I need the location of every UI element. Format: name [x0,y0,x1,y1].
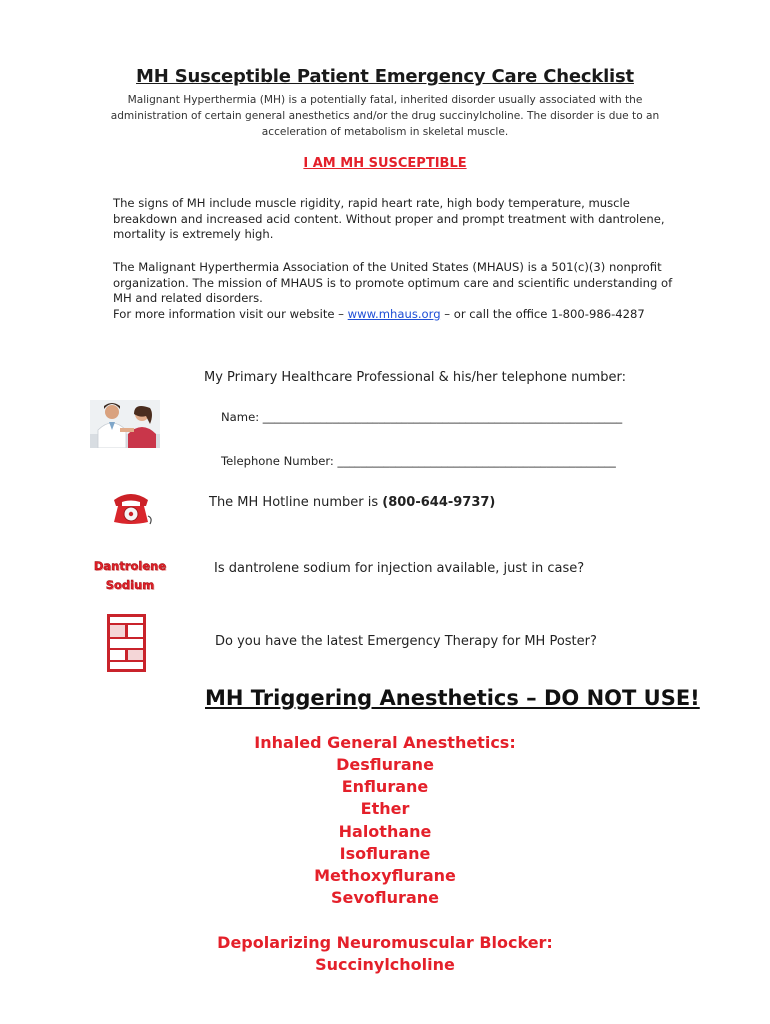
depolarizing-blocker-heading: Depolarizing Neuromuscular Blocker: [217,933,553,952]
dantrolene-logo-line1: Dantrolene [93,559,167,573]
poster-question: Do you have the latest Emergency Therapy for MH Poster? [215,634,597,649]
drug-item-methoxyflurane: Methoxyflurane [314,866,456,886]
mhaus-paragraph [113,260,673,322]
name-field[interactable]: Name: ______________________________________________________________ [221,410,623,424]
healthcare-professional-label: My Primary Healthcare Professional & his/her telephone number: [204,370,627,385]
doctor-patient-icon [90,400,160,448]
drug-item-enflurane: Enflurane [341,777,429,797]
hotline-number: (800-644-9737) [382,495,496,510]
intro-text: Malignant Hyperthermia (MH) is a potentially fatal, inherited disorder usually associated with the administration of certain general anesthetics and/or the drug succinylcholine. The disorder is due to an acceleration of metabolism in skeletal muscle. [110,94,660,138]
drug-item-halothane: Halothane [338,821,432,841]
more-info-suffix: – or call the office 1-800-986-4287 [440,306,645,321]
drug-item-sevoflurane: Sevoflurane [331,888,439,908]
drug-item-ether: Ether [360,799,410,819]
mhaus-description: The Malignant Hyperthermia Association of the United States (MHAUS) is a 501(c)(3) nonprofit organization. The mission of MHAUS is to promote optimum care and scientific understanding of MH and related disorders. [113,260,673,305]
drug-item-desflurane: Desflurane [336,755,434,774]
page-title: MH Susceptible Patient Emergency Care Checklist [136,66,634,87]
dantrolene-question: Is dantrolene sodium for injection available, just in case? [214,561,585,576]
susceptible-banner: I AM MH SUSCEPTIBLE [303,156,467,171]
signs-paragraph: The signs of MH include muscle rigidity, rapid heart rate, high body temperature, muscle breakdown and increased acid content. Without proper and prompt treatment with dantrolene, mortality is extremely high. [113,196,665,241]
more-info-line [113,307,673,323]
inhaled-anesthetics-list [0,754,770,909]
hotline-question [209,495,495,510]
red-telephone-icon [110,486,152,528]
telephone-number-field[interactable]: Telephone Number: ________________________________________________ [221,454,616,468]
mh-poster-icon [107,614,146,672]
mhaus-website-link[interactable]: www.mhaus.org [347,306,441,321]
inhaled-anesthetics-heading: Inhaled General Anesthetics: [254,733,516,752]
more-info-prefix: For more information visit our website – [113,306,348,321]
drug-item-isoflurane: Isoflurane [339,843,431,863]
dantrolene-sodium-logo [90,557,170,595]
drug-item-succinylcholine: Succinylcholine [315,955,455,974]
hotline-label: The MH Hotline number is [209,495,383,510]
triggering-anesthetics-title: MH Triggering Anesthetics – DO NOT USE! [205,686,700,710]
dantrolene-logo-line2: Sodium [105,578,155,592]
